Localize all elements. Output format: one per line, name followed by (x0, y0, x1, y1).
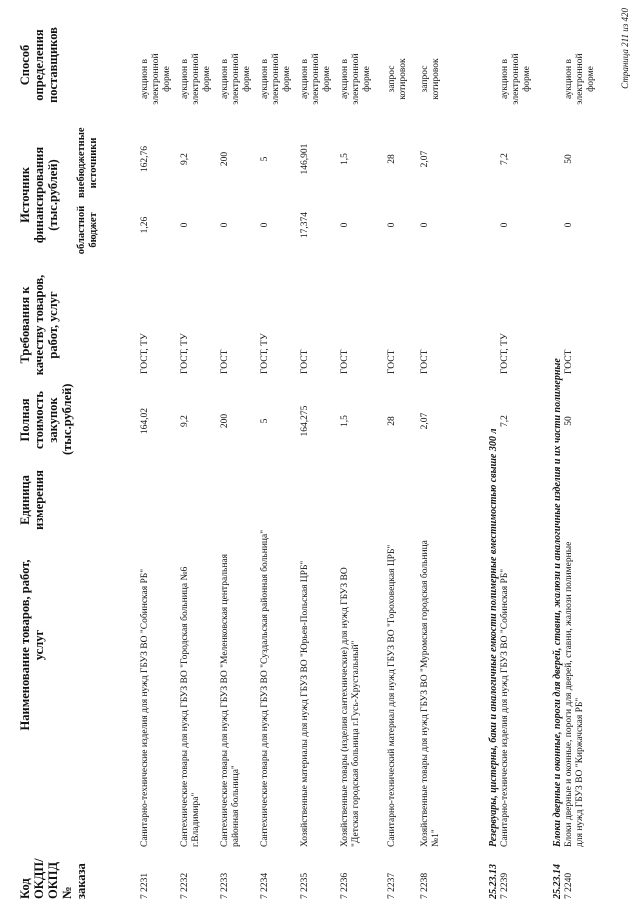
row-external: 50 (564, 154, 574, 164)
row-name: Хозяйственные материалы для нужд ГБУЗ ВО "Юрьев-Польская ЦРБ" (300, 560, 310, 847)
row-external: 200 (220, 151, 230, 167)
row-regional: 0 (260, 222, 270, 228)
row-name: Хозяйственные товары для нужд ГБУЗ ВО "Муромская городская больница №1" (420, 540, 441, 847)
row-code: 7 2240 (564, 872, 574, 899)
row-method: аукцион в электронной форме (340, 53, 372, 105)
row-external: 1,5 (340, 153, 350, 165)
row-name: Санитарно-технические изделия для нужд ГБУЗ ВО "Собинская РБ" (500, 568, 510, 847)
group-title: Резервуары, цистерны, баки и аналогичные емкости полимерные вместимостью свыше 300 л (488, 428, 499, 847)
row-code: 7 2236 (340, 872, 350, 899)
header-unit: Единица измерения (18, 470, 46, 530)
row-requirements: ГОСТ, ТУ (180, 333, 190, 374)
row-requirements: ГОСТ, ТУ (140, 333, 150, 374)
row-requirements: ГОСТ (220, 349, 230, 374)
row-method: аукцион в электронной форме (140, 53, 172, 105)
row-external: 5 (260, 156, 270, 162)
row-external: 162,76 (140, 145, 150, 173)
row-method: запрос котировок (420, 58, 441, 100)
row-code: 7 2234 (260, 872, 270, 899)
row-code: 7 2235 (300, 872, 310, 899)
header-method: Способ определения поставщиков (18, 27, 60, 103)
row-regional: 1,26 (140, 216, 150, 234)
row-code: 7 2233 (220, 872, 230, 899)
header-name: Наименование товаров, работ, услуг (18, 559, 46, 731)
row-cost: 28 (387, 416, 397, 426)
row-requirements: ГОСТ (564, 349, 574, 374)
row-regional: 0 (420, 222, 430, 228)
group-title: Блоки дверные и оконные, пороги для дверей, ставни, жалюзи и аналогичные изделия и их части полимерные (552, 358, 563, 847)
row-name: Сантехнические товары для нужд ГБУЗ ВО "Городская больница №6 г.Владимира" (180, 566, 201, 847)
row-name: Блоки дверные и оконные, пороги для дверей, ставни, жалюзи полимерные для нужд ГБУЗ ВО "Киржачская РБ" (564, 541, 585, 847)
header-external: внебюджетные источники (76, 127, 99, 198)
row-code: 7 2238 (420, 872, 430, 899)
header-cost: Полная стоимость закупок (тыс.рублей) (18, 383, 74, 455)
row-name: Хозяйственные товары (изделия сантехнические) для нужд ГБУЗ ВО "Детская городская больница г.Гусь-Хрустальный" (340, 567, 361, 847)
row-requirements: ГОСТ, ТУ (500, 333, 510, 374)
row-cost: 2,07 (420, 412, 430, 430)
row-name: Санитарно-технические изделия для нужд ГБУЗ ВО "Собинская РБ" (140, 568, 150, 847)
row-method: аукцион в электронной форме (220, 53, 252, 105)
row-requirements: ГОСТ (340, 349, 350, 374)
row-method: аукцион в электронной форме (500, 53, 532, 105)
row-external: 7,2 (500, 153, 510, 165)
row-regional: 0 (500, 222, 510, 228)
row-name: Сантехнические товары для нужд ГБУЗ ВО "Меленковская центральная районная больница" (220, 554, 241, 847)
row-cost: 200 (220, 413, 230, 429)
row-cost: 5 (260, 418, 270, 424)
row-regional: 17,374 (300, 211, 310, 239)
row-requirements: ГОСТ, ТУ (260, 333, 270, 374)
header-requirements: Требования к качеству товаров, работ, услуг (18, 274, 60, 376)
row-requirements: ГОСТ (420, 349, 430, 374)
group-code: 25.23.14 (552, 864, 563, 899)
row-cost: 50 (564, 416, 574, 426)
row-regional: 0 (180, 222, 190, 228)
row-regional: 0 (564, 222, 574, 228)
row-method: аукцион в электронной форме (300, 53, 332, 105)
row-external: 2,07 (420, 150, 430, 168)
row-external: 146,901 (300, 143, 310, 175)
row-cost: 9,2 (180, 415, 190, 427)
row-regional: 0 (340, 222, 350, 228)
row-code: 7 2231 (140, 872, 150, 899)
row-method: аукцион в электронной форме (180, 53, 212, 105)
group-code: 25.23.13 (488, 864, 499, 899)
row-method: запрос котировок (387, 58, 408, 100)
row-cost: 164,275 (300, 405, 310, 437)
row-requirements: ГОСТ (300, 349, 310, 374)
row-external: 28 (387, 154, 397, 164)
header-regional: областной бюджет (76, 205, 99, 255)
page-number: Страница 211 из 420 (620, 8, 630, 89)
row-cost: 7,2 (500, 415, 510, 427)
row-code: 7 2232 (180, 872, 190, 899)
row-regional: 0 (220, 222, 230, 228)
row-cost: 1,5 (340, 415, 350, 427)
row-name: Сантехнические товары для нужд ГБУЗ ВО "Суздальская районная больница" (260, 529, 270, 847)
row-name: Санитарно-технический материал для нужд ГБУЗ ВО "Гороховецкая ЦРБ" (387, 544, 397, 847)
row-method: аукцион в электронной форме (260, 53, 292, 105)
row-requirements: ГОСТ (387, 349, 397, 374)
header-funding: Источник финансирования (тыс.рублей) (18, 146, 60, 244)
row-method: аукцион в электронной форме (564, 53, 596, 105)
row-external: 9,2 (180, 153, 190, 165)
row-regional: 0 (387, 222, 397, 228)
row-code: 7 2239 (500, 872, 510, 899)
row-code: 7 2237 (387, 872, 397, 899)
header-code: Код ОКДП/ ОКПД № заказа (18, 858, 88, 899)
row-cost: 164,02 (140, 407, 150, 435)
